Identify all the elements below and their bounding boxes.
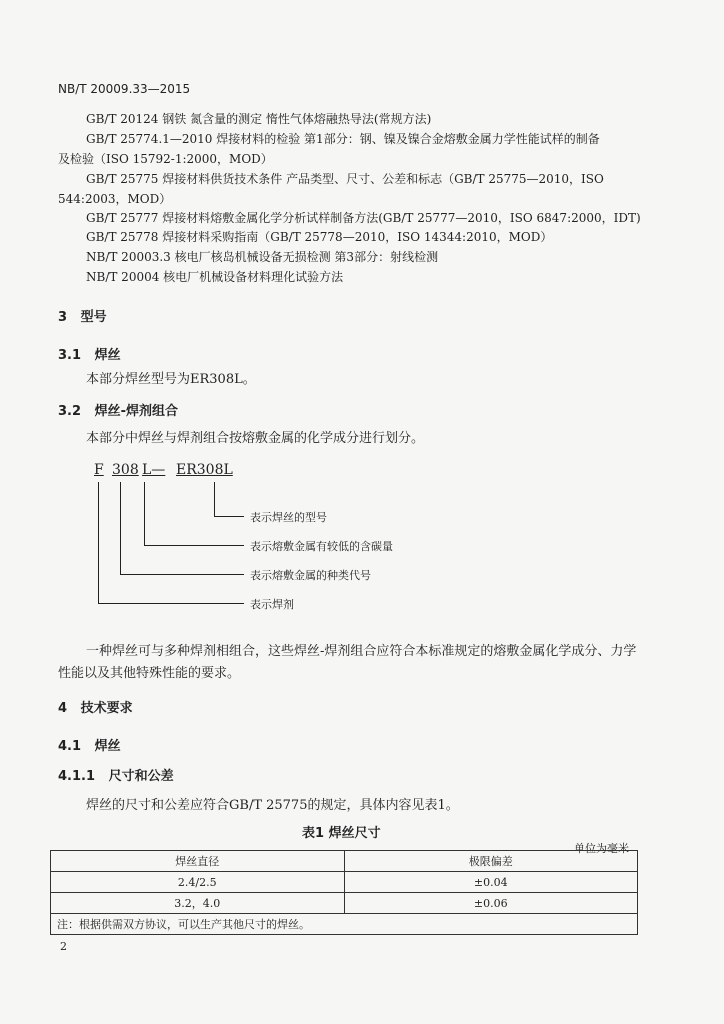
cell-diameter: 2.4/2.5	[51, 872, 345, 893]
section-4-1-1-title: 尺寸和公差	[108, 769, 174, 784]
ref-gbt25777: GB/T 25777 焊接材料熔敷金属化学分析试样制备方法(GB/T 25777—2010，ISO 6847:2000，IDT)	[86, 211, 641, 225]
section-4-title: 技术要求	[80, 701, 133, 716]
connector-carbon-horizontal	[144, 545, 244, 546]
section-3-number: 3	[58, 310, 68, 325]
cell-diameter: 3.2，4.0	[51, 893, 345, 914]
section-3-1-text: 本部分焊丝型号为ER308L。	[86, 372, 256, 387]
section-4-1-1-text: 焊丝的尺寸和公差应符合GB/T 25775的规定，具体内容见表1。	[86, 798, 459, 813]
connector-wire-horizontal	[214, 516, 244, 517]
section-3-2-number: 3.2	[58, 404, 82, 419]
section-3-heading	[58, 306, 107, 325]
cell-tolerance: ±0.04	[344, 872, 638, 893]
combo-paragraph-line2: 性能以及其他特殊性能的要求。	[58, 666, 241, 681]
section-4-1-1-heading	[58, 765, 174, 784]
table-row	[51, 872, 638, 893]
connector-metal-vertical	[120, 482, 121, 574]
ref-gbt25774: GB/T 25774.1—2010 焊接材料的检验 第1部分：钢、镍及镍合金熔敷金属力学性能试样的制备	[86, 132, 600, 146]
section-3-2-title: 焊丝-焊剂组合	[94, 404, 179, 419]
ref-nbt20003: NB/T 20003.3 核电厂核岛机械设备无损检测 第3部分：射线检测	[86, 250, 439, 264]
section-3-2-heading	[58, 400, 178, 419]
connector-flux-vertical	[98, 482, 99, 603]
page-number: 2	[60, 940, 67, 953]
table-1-unit: 单位为毫米	[574, 842, 629, 855]
table-1	[50, 850, 638, 935]
label-metal-type: 表示熔敷金属的种类代号	[250, 569, 371, 582]
cell-tolerance: ±0.06	[344, 893, 638, 914]
section-3-title: 型号	[80, 310, 107, 325]
section-3-1-number: 3.1	[58, 348, 82, 363]
section-4-1-title: 焊丝	[94, 739, 121, 754]
connector-wire-vertical	[214, 482, 215, 516]
code-low-carbon: L—	[142, 462, 166, 478]
table-note-row	[51, 914, 638, 935]
ref-gbt25774-cont: 及检验（ISO 15792-1:2000，MOD）	[58, 152, 273, 166]
code-wire-type: ER308L	[176, 462, 233, 478]
label-wire-type: 表示焊丝的型号	[250, 511, 327, 524]
section-4-number: 4	[58, 701, 68, 716]
ref-gbt25778: GB/T 25778 焊接材料采购指南（GB/T 25778—2010，ISO 14344:2010，MOD）	[86, 230, 553, 244]
ref-nbt20004: NB/T 20004 核电厂机械设备材料理化试验方法	[86, 270, 344, 284]
combo-paragraph-line1: 一种焊丝可与多种焊剂相组合，这些焊丝-焊剂组合应符合本标准规定的熔敷金属化学成分、力学	[86, 644, 637, 659]
section-4-1-1-number: 4.1.1	[58, 769, 96, 784]
table-header-row	[51, 851, 638, 872]
designation-diagram	[80, 462, 500, 622]
section-3-2-text: 本部分中焊丝与焊剂组合按熔敷金属的化学成分进行划分。	[86, 431, 425, 446]
code-flux: F	[94, 462, 104, 478]
table-note: 注：根据供需双方协议，可以生产其他尺寸的焊丝。	[51, 914, 638, 935]
section-3-1-title: 焊丝	[94, 348, 121, 363]
ref-gbt25775: GB/T 25775 焊接材料供货技术条件 产品类型、尺寸、公差和标志（GB/T 25775—2010，ISO	[86, 172, 604, 186]
label-flux: 表示焊剂	[250, 598, 294, 611]
section-4-heading	[58, 697, 133, 716]
connector-metal-horizontal	[120, 574, 244, 575]
section-4-1-number: 4.1	[58, 739, 82, 754]
col-header-diameter: 焊丝直径	[51, 851, 345, 872]
section-4-1-heading	[58, 735, 121, 754]
connector-flux-horizontal	[98, 603, 244, 604]
table-row	[51, 893, 638, 914]
code-metal-type: 308	[112, 462, 139, 478]
connector-carbon-vertical	[144, 482, 145, 545]
table-1-caption: 表1 焊丝尺寸	[302, 826, 381, 841]
section-3-1-heading	[58, 344, 121, 363]
col-header-tolerance: 极限偏差	[344, 851, 638, 872]
standard-header: NB/T 20009.33—2015	[58, 82, 191, 96]
label-low-carbon: 表示熔敷金属有较低的含碳量	[250, 540, 393, 553]
ref-gbt20124: GB/T 20124 钢铁 氮含量的测定 惰性气体熔融热导法(常规方法)	[86, 112, 432, 126]
ref-gbt25775-cont: 544:2003，MOD）	[58, 192, 172, 206]
